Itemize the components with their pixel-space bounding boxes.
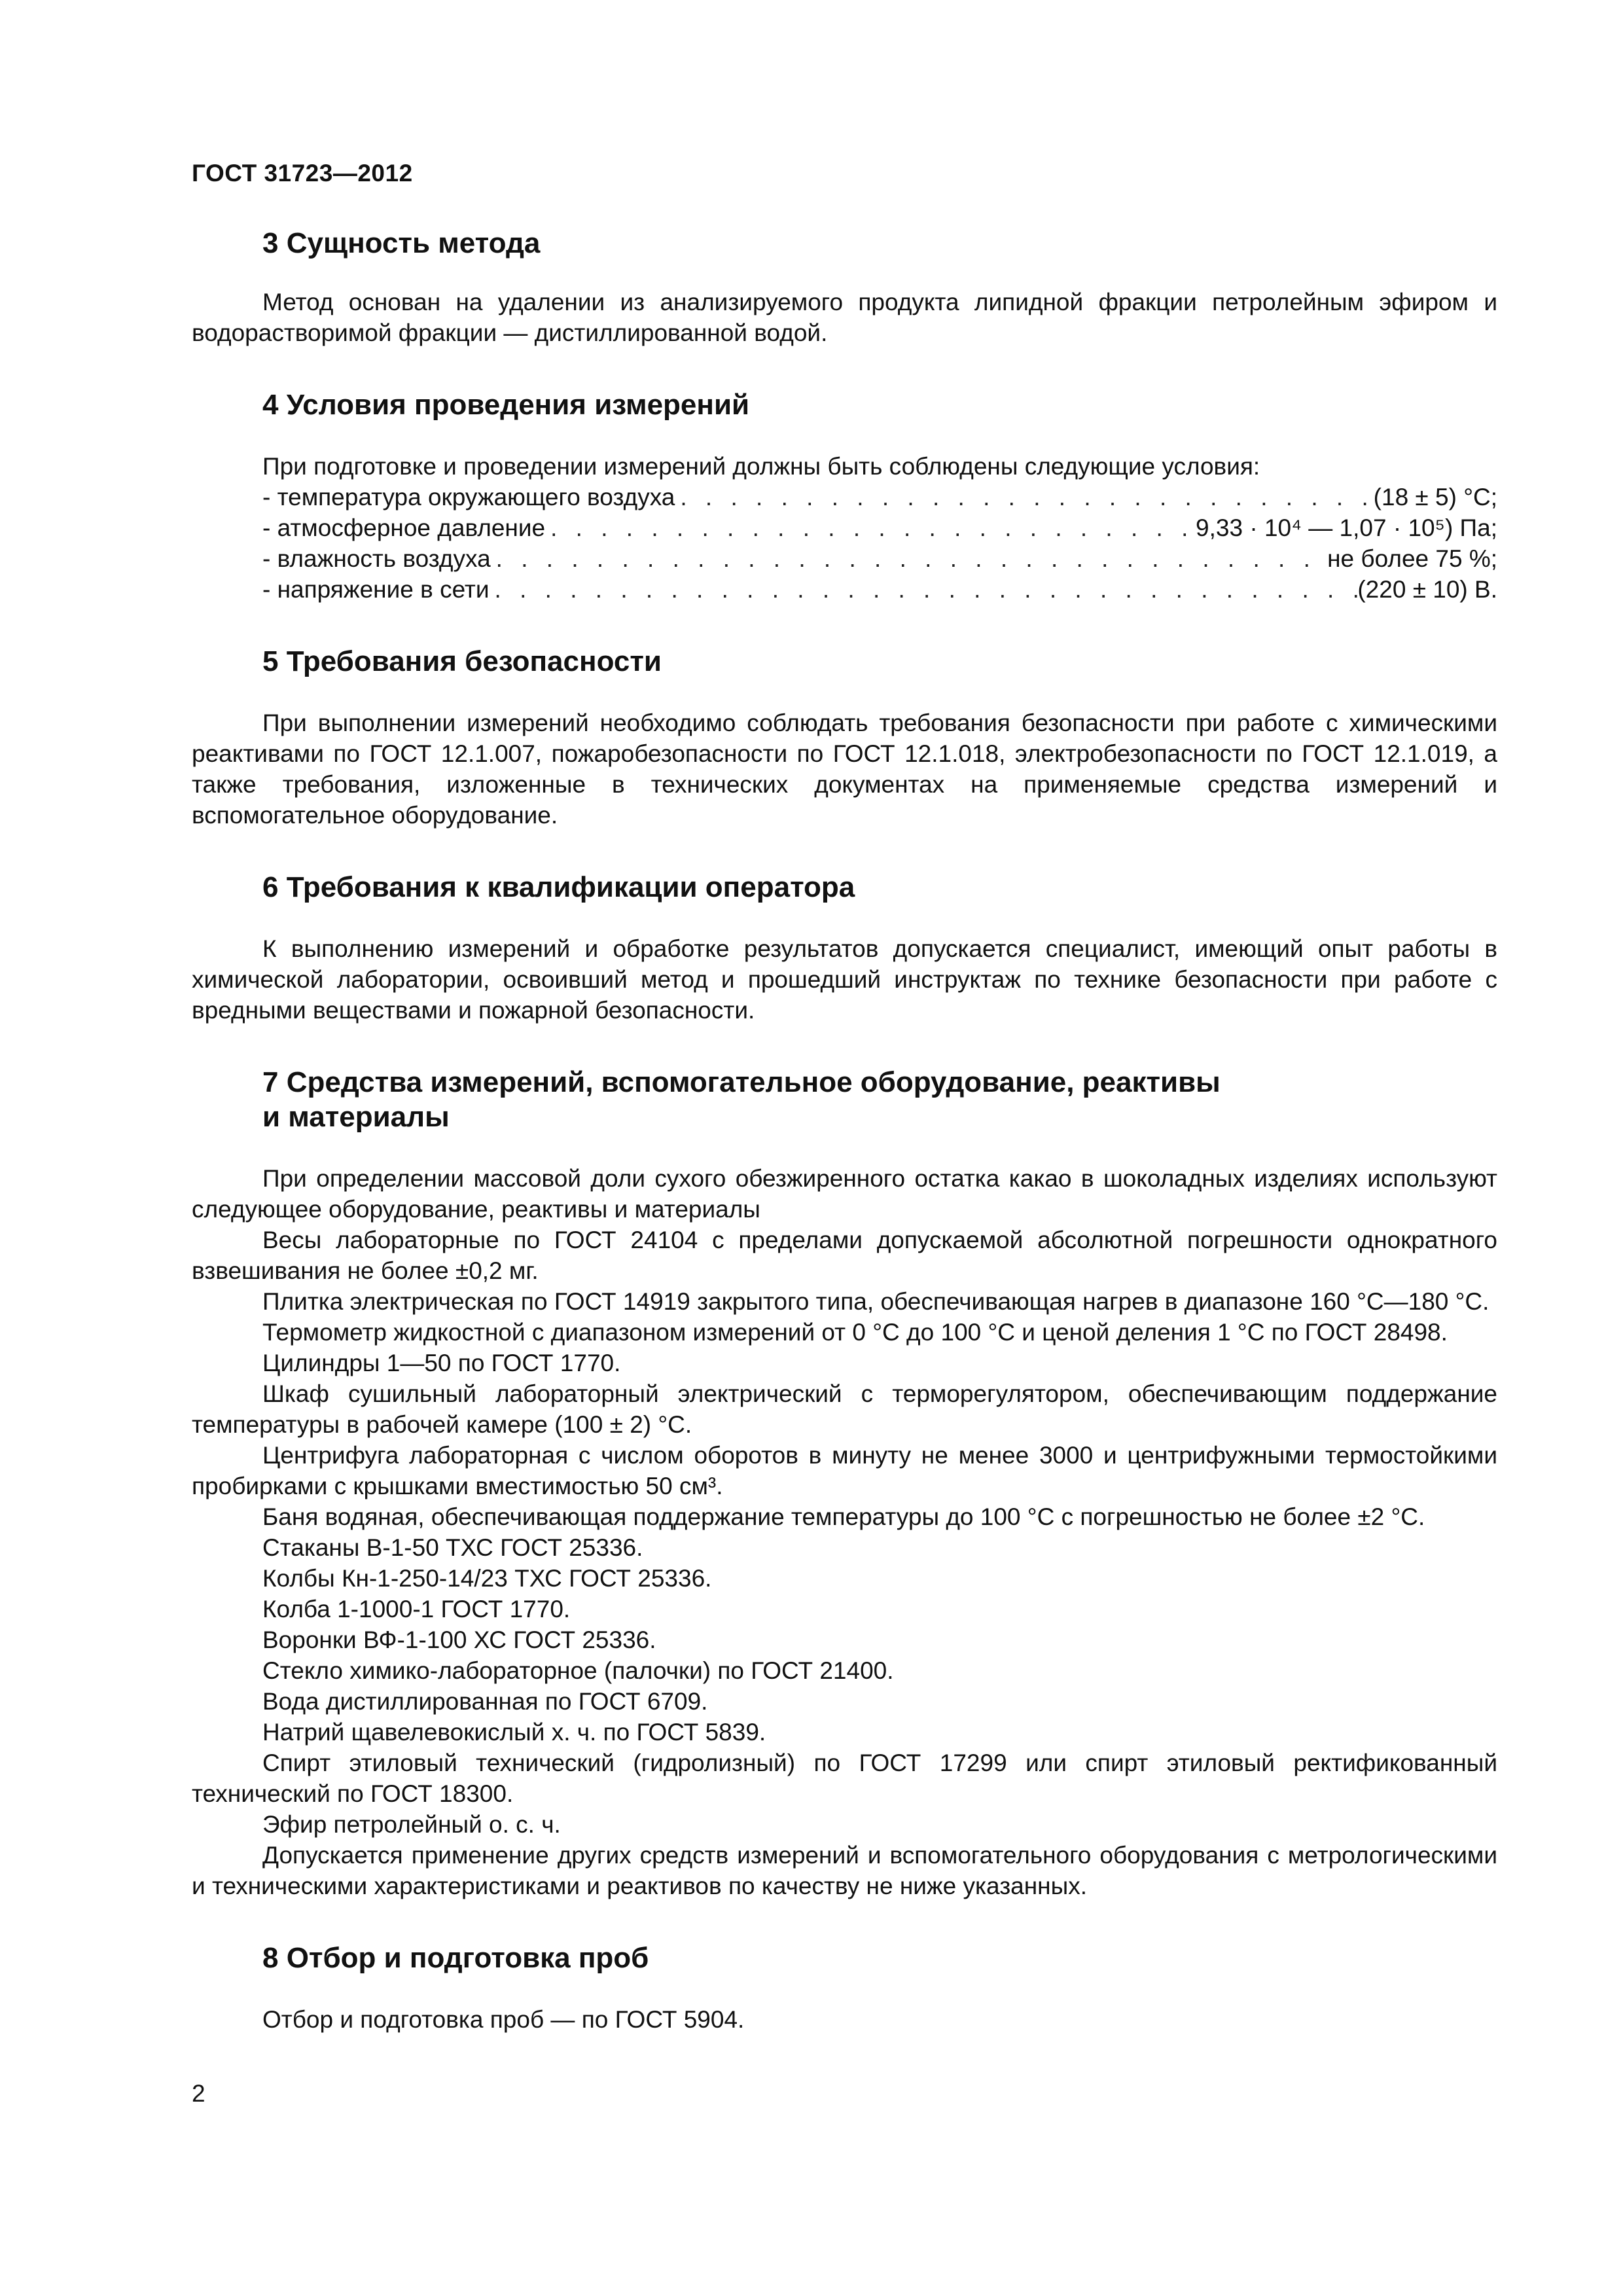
section-7-paragraph: При определении массовой доли сухого обезжиренного остатка какао в шоколадных изделиях используют следующее оборудование, реактивы и материалы [192,1165,1497,1223]
condition-value: не более 75 %; [1327,545,1497,572]
section-7 [192,1065,1497,1901]
equipment-item: Стаканы В-1-50 ТХС ГОСТ 25336. [262,1534,643,1561]
equipment-item: Цилиндры 1—50 по ГОСТ 1770. [262,1350,621,1376]
equipment-item: Центрифуга лабораторная с числом оборотов в минуту не менее 3000 и центрифужными термостойкими пробирками с крышками вместимостью 50 см³. [192,1442,1497,1499]
condition-value: (18 ± 5) °C; [1373,484,1497,511]
equipment-item: Весы лабораторные по ГОСТ 24104 с пределами допускаемой абсолютной погрешности однократного взвешивания не более ±0,2 мг. [192,1227,1497,1284]
section-8-paragraph: Отбор и подготовка проб — по ГОСТ 5904. [262,2006,745,2033]
condition-item [262,574,1497,605]
page-number: 2 [192,2080,205,2107]
section-3-heading: 3 Сущность метода [262,227,541,259]
section-6 [192,870,1497,1026]
dot-leader [675,482,1373,512]
condition-item [262,543,1497,574]
equipment-item: Стекло химико-лабораторное (палочки) по ГОСТ 21400. [262,1657,894,1684]
section-4-intro: При подготовке и проведении измерений должны быть соблюдены следующие условия: [262,453,1260,480]
condition-label: - напряжение в сети [262,576,490,603]
equipment-item: Вода дистиллированная по ГОСТ 6709. [262,1688,708,1715]
condition-value: (220 ± 10) В. [1357,576,1497,603]
equipment-item: Эфир петролейный о. с. ч. [262,1811,561,1838]
equipment-item: Плитка электрическая по ГОСТ 14919 закрытого типа, обеспечивающая нагрев в диапазоне 160 °C—180 °C. [262,1288,1489,1315]
equipment-item: Допускается применение других средств измерений и вспомогательного оборудования с метрологическими и техническими характеристиками и реактивов по качеству не ниже указанных. [192,1842,1497,1899]
section-6-heading: 6 Требования к квалификации оператора [262,871,855,903]
section-5-paragraph: При выполнении измерений необходимо соблюдать требования безопасности при работе с химическими реактивами по ГОСТ 12.1.007, пожаробезопасности по ГОСТ 12.1.018, электробезопасности по ГОСТ 12.1.019, а также требования, изложенные в технических документах на применяемые средства измерений и вспомогательное оборудование. [192,709,1497,829]
section-3-paragraph: Метод основан на удалении из анализируемого продукта липидной фракции петролейным эфиром и водорастворимой фракции — дистиллированной водой. [192,289,1497,346]
equipment-item: Спирт этиловый технический (гидролизный) по ГОСТ 17299 или спирт этиловый ректификованный технический по ГОСТ 18300. [192,1749,1497,1807]
dot-leader [490,574,1358,605]
document-body [192,226,1497,2035]
section-7-heading-line2: и материалы [262,1101,450,1133]
equipment-item: Термометр жидкостной с диапазоном измерений от 0 °C до 100 °C и ценой деления 1 °C по ГОСТ 28498. [262,1319,1448,1346]
condition-item [262,512,1497,543]
equipment-item: Шкаф сушильный лабораторный электрический с терморегулятором, обеспечивающим поддержание температуры в рабочей камере (100 ± 2) °C. [192,1380,1497,1438]
equipment-item: Баня водяная, обеспечивающая поддержание температуры до 100 °C с погрешностью не более ±2 °C. [262,1503,1425,1530]
equipment-item: Воронки ВФ-1-100 ХС ГОСТ 25336. [262,1626,656,1653]
section-5-heading: 5 Требования безопасности [262,645,662,677]
equipment-item: Колба 1-1000-1 ГОСТ 1770. [262,1596,571,1623]
section-4 [192,387,1497,605]
dot-leader [545,512,1196,543]
section-5 [192,644,1497,831]
section-3 [192,226,1497,348]
condition-item [262,482,1497,512]
section-6-paragraph: К выполнению измерений и обработке результатов допускается специалист, имеющий опыт работы в химической лаборатории, освоивший метод и прошедший инструктаж по технике безопасности при работе с вредными веществами и пожарной безопасности. [192,935,1497,1024]
equipment-item: Натрий щавелевокислый х. ч. по ГОСТ 5839. [262,1719,766,1746]
condition-label: - атмосферное давление [262,514,546,541]
dot-leader [491,543,1327,574]
equipment-item: Колбы Кн-1-250-14/23 ТХС ГОСТ 25336. [262,1565,712,1592]
section-8-heading: 8 Отбор и подготовка проб [262,1942,649,1974]
conditions-list [192,482,1497,605]
section-7-heading-line1: 7 Средства измерений, вспомогательное оборудование, реактивы [262,1066,1221,1098]
section-8 [192,1941,1497,2035]
condition-label: - влажность воздуха [262,545,491,572]
section-4-heading: 4 Условия проведения измерений [262,389,750,421]
condition-value: 9,33 · 10⁴ — 1,07 · 10⁵) Па; [1196,514,1497,541]
document-code: ГОСТ 31723—2012 [192,160,413,187]
condition-label: - температура окружающего воздуха [262,484,675,511]
